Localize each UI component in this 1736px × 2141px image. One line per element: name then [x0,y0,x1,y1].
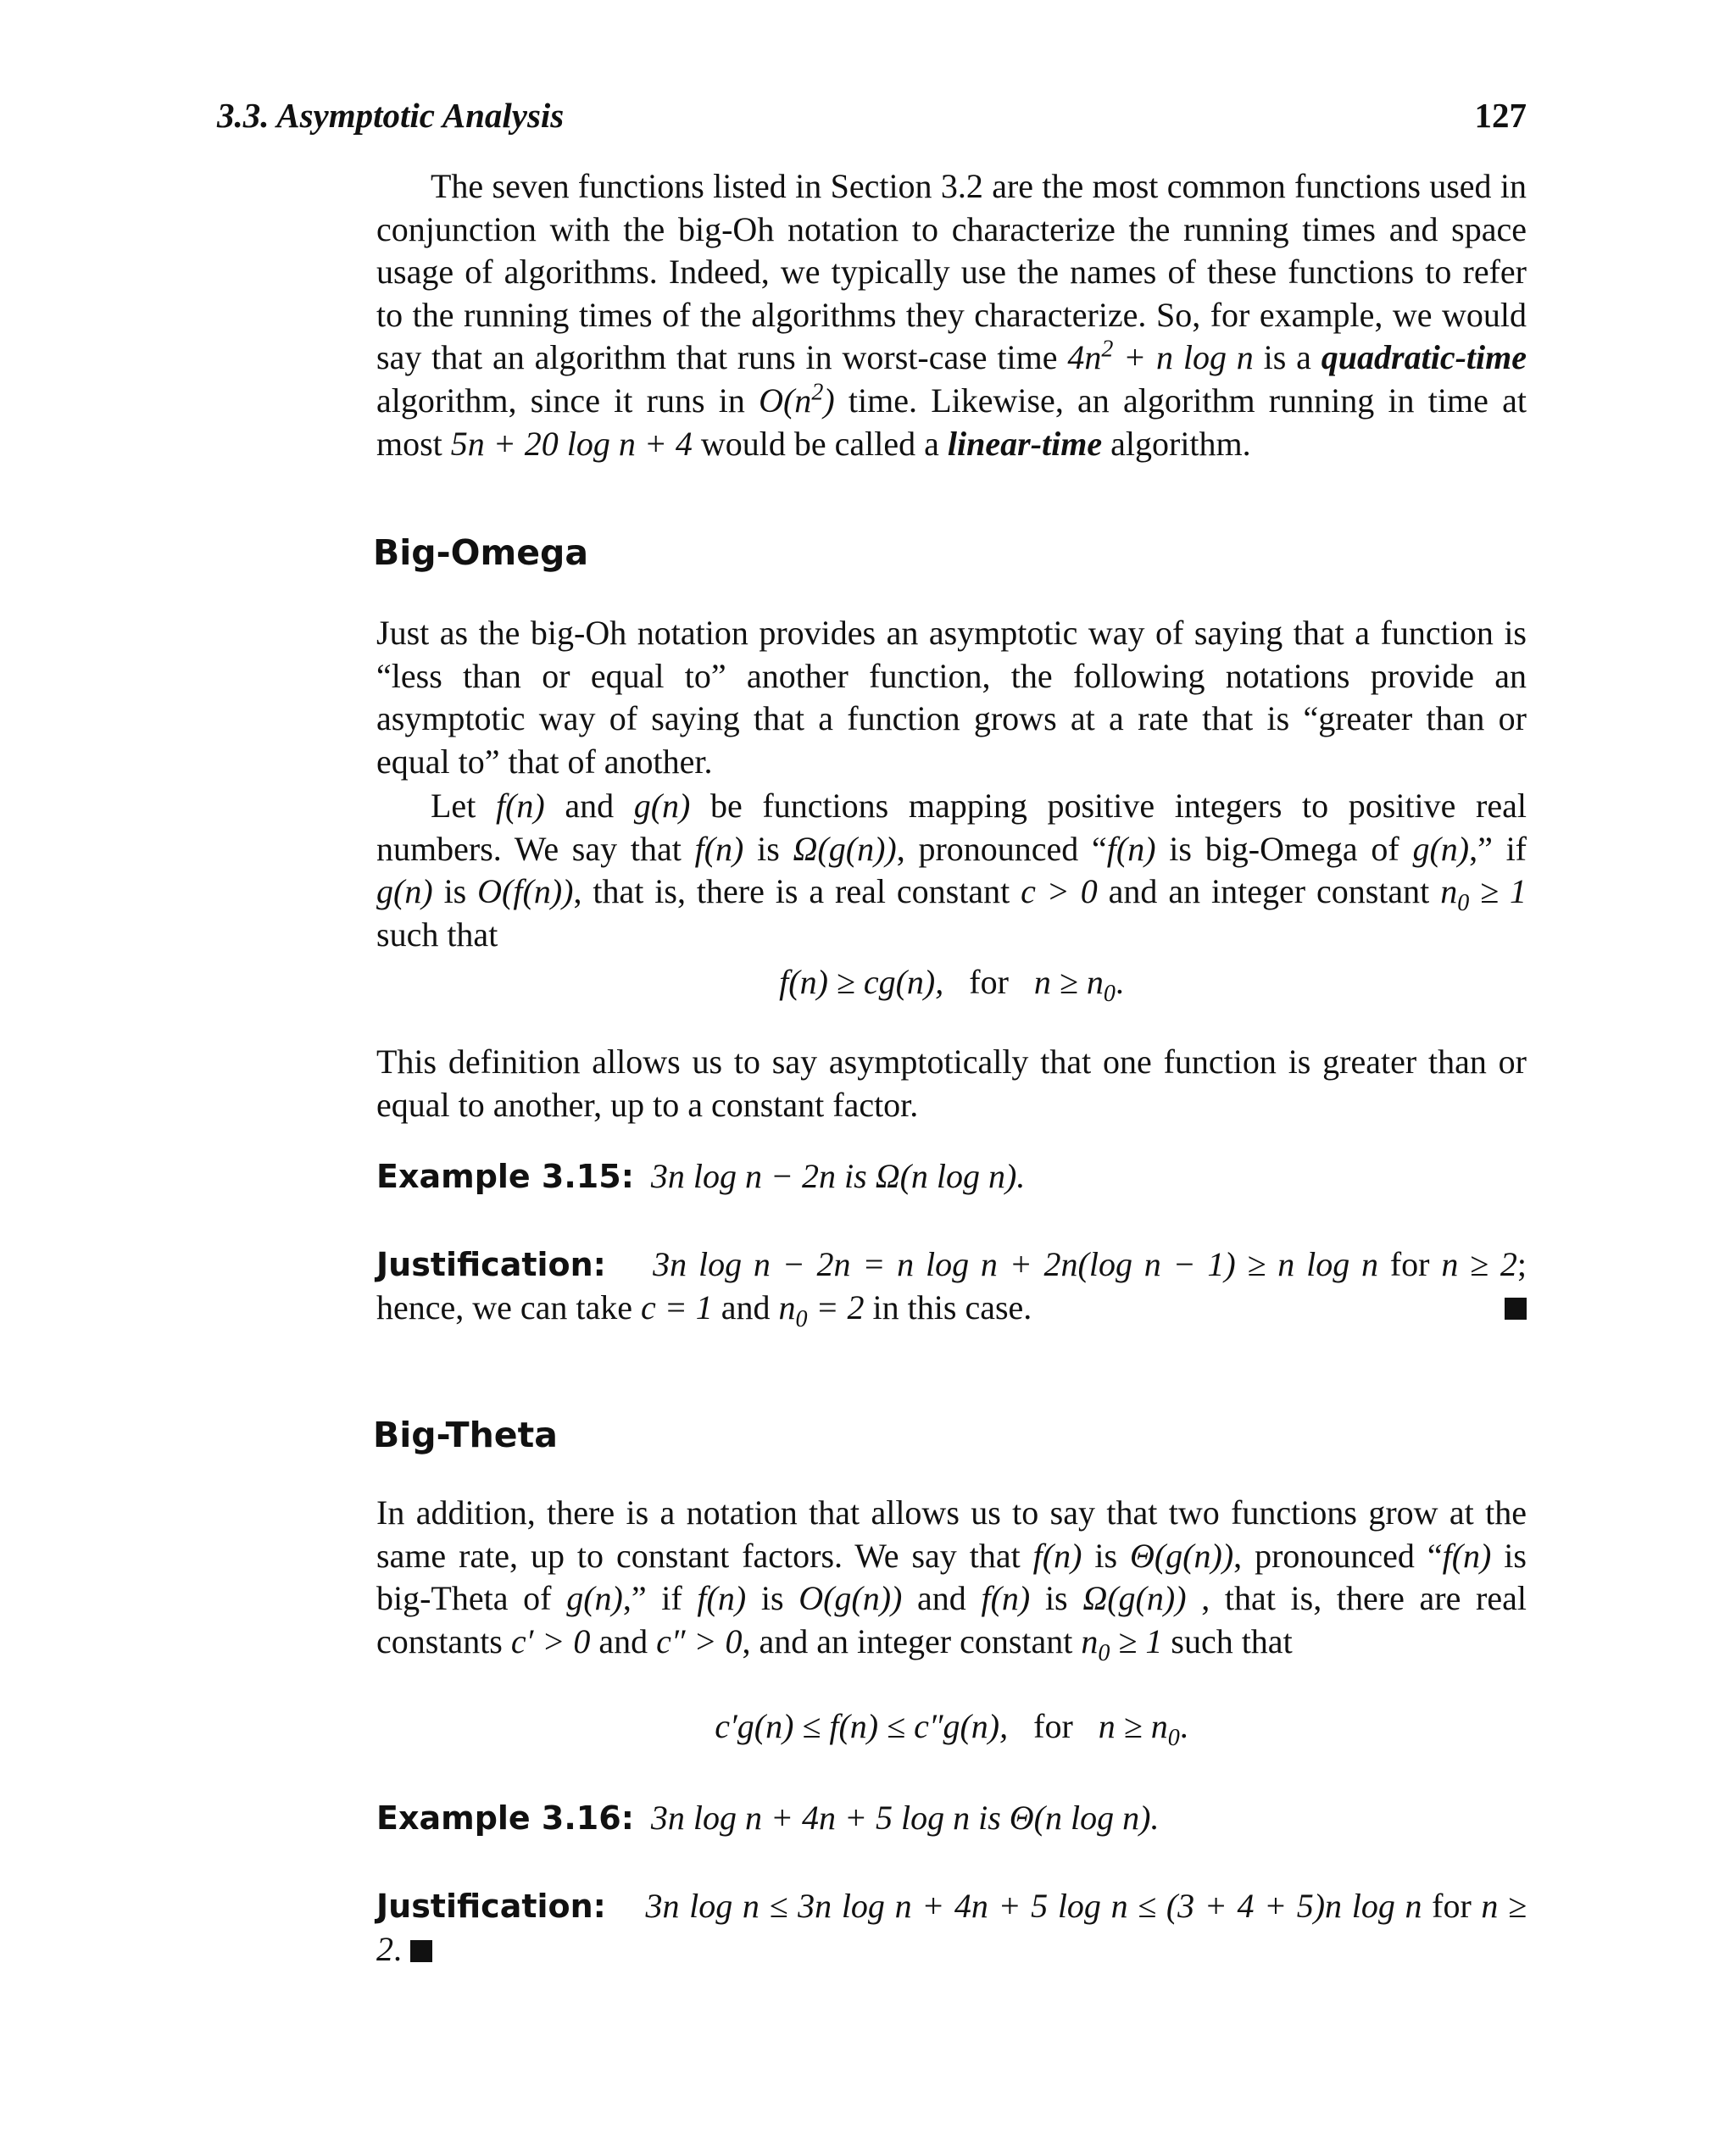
intro-paragraph: The seven functions listed in Section 3.2 are the most common functions used in conjunction with the big-Oh notation to characterize the running times and space usage of algorithms. Indeed, we typically use the names of these functions to refer to the running times of the algorithms they characterize. So, for example, we would say that an algorithm that runs in worst-case time $4n^2 + n$ log n is a quadratic-time algorithm, since it runs in $O(n^2)$ time. Likewise, an algorithm running in time at most 5n + 20 log n + 4 would be called a linear-time algorithm. [376,167,1527,463]
justification-label: Justification: [376,1246,606,1283]
big-omega-paragraph-1: Just as the big-Oh notation provides an asymptotic way of saying that a function is “less than or equal to” another function, the following notations provide an asymptotic way of saying that a function grows at a rate that is “greater than or equal to” that of another. [376,614,1527,781]
section-heading-big-theta: Big-Theta [373,1415,558,1455]
qed-square-icon [1505,1298,1527,1320]
running-head [217,95,1527,146]
example-label: Example 3.15: [376,1158,634,1195]
page-number: 127 [1474,96,1527,135]
emphasis-quadratic-time: quadratic-time [1321,338,1527,377]
justification-3-16: Justification: 3n log n ≤ 3n log n + 4n + 5 log n ≤ (3 + 4 + 5)n log n for n ≥ 2. [376,1887,1527,1968]
example-3-15: Example 3.15: 3n log n − 2n is Ω(n log n). [376,1157,1026,1195]
big-omega-paragraph-3: This definition allows us to say asymptotically that one function is greater than or equal to another, up to a constant factor. [376,1043,1527,1124]
section-heading-big-omega: Big-Omega [373,532,589,573]
emphasis-linear-time: linear-time [947,424,1103,463]
qed-square-icon [410,1940,432,1962]
math-linear-time: 5n + 20 log n + 4 [450,424,693,463]
justification-label: Justification: [376,1888,606,1925]
justification-3-15: Justification: 3n log n − 2n = n log n + 2n(log n − 1) ≥ n log n for n ≥ 2; hence, we can take c = 1 and $n_0 = 2$ in this case. [376,1245,1527,1332]
intro-text: The seven functions listed in Section 3.2 are the most common functions used in conjunction with the big-Oh notation to characterize the running times and space usage of algorithms. Indeed, we typically use the names of these functions to refer to the running times of the algorithms they characterize. So, for example, we would say that an algorithm that runs in worst-case time [376,167,1527,377]
example-3-16: Example 3.16: 3n log n + 4n + 5 log n is Θ(n log n). [376,1799,1160,1837]
running-head-title: 3.3. Asymptotic Analysis [217,96,565,135]
big-theta-definition: In addition, there is a notation that allows us to say that two functions grow at the same rate, up to constant factors. We say that f(n) is Θ(g(n)), pronounced “f(n) is big-Theta of g(n),” if f(n) is O(g(n)) and f(n) is Ω(g(n)) , that is, there are real constants c′ > 0 and c″ > 0, and an integer constant $n_0 \ge 1$ such that [376,1493,1527,1666]
math-quadratic-time: $4n^2 + n$ log n [1067,336,1254,377]
big-omega-definition: Let f(n) and g(n) be functions mapping positive integers to positive real numbers. We say that f(n) is Ω(g(n)), pronounced “f(n) is big-Omega of g(n),” if g(n) is O(f(n)), that is, there is a real constant c > 0 and an integer constant $n_0 \ge 1$ such that [376,787,1527,954]
example-label: Example 3.16: [376,1799,634,1837]
big-omega-display-equation: f(n) ≥ cg(n), for $n \ge n_0$. [779,963,1124,1007]
big-theta-display-equation: c′g(n) ≤ f(n) ≤ c″g(n), for $n \ge n_0$. [715,1707,1188,1751]
math-big-oh-n-squared: $O(n^2)$ [759,379,835,420]
